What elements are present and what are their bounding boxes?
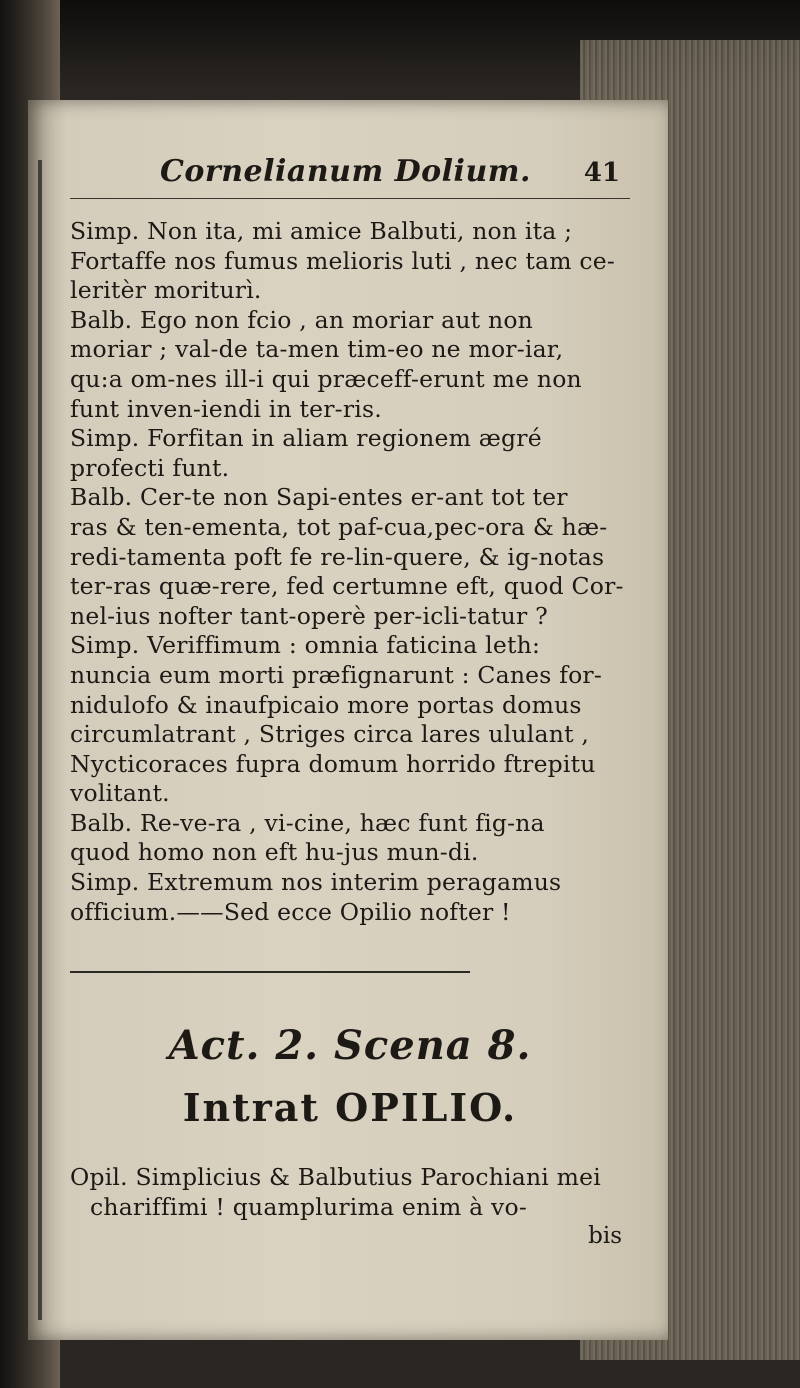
text-line: chariffimi ! quamplurima enim à vo-	[90, 1192, 527, 1221]
text-line: Simp. Forfitan in aliam regionem ægré	[70, 424, 542, 453]
text-line: Nycticoraces fupra domum horrido ftrepitu	[70, 749, 596, 778]
text-block	[70, 150, 630, 1250]
page-number: 41	[583, 158, 620, 188]
text-line: ras & ten-ementa, tot paf-cua,pec-ora & hæ-	[70, 512, 608, 541]
text-line: Balb. Ego non fcio , an moriar aut non	[70, 305, 534, 334]
text-line: Fortaffe nos fumus melioris luti , nec tam ce-	[70, 246, 615, 275]
text-line: Opil. Simplicius & Balbutius Parochiani mei	[70, 1163, 601, 1192]
text-line: circumlatrant , Striges circa lares ululant ,	[70, 720, 590, 749]
text-line: qu:a om-nes ill-i qui præceff-erunt me non	[70, 364, 582, 393]
text-line: redi-tamenta poft fe re-lin-quere, & ig-notas	[70, 542, 605, 571]
text-line: Balb. Cer-te non Sapi-entes er-ant tot ter	[70, 483, 568, 512]
stage-direction: Intrat OPILIO.	[182, 1085, 518, 1131]
text-line: ter-ras quæ-rere, fed certumne eft, quod Cor-	[70, 572, 624, 601]
text-line: nel-ius nofter tant-operè per-icli-tatur ?	[70, 601, 548, 630]
text-line: profecti funt.	[70, 453, 230, 482]
margin-shadow	[38, 160, 42, 1320]
text-line: nidulofo & inaufpicaio more portas domus	[70, 690, 582, 719]
running-header	[70, 150, 630, 199]
text-line: moriar ; val-de ta-men tim-eo ne mor-iar,	[70, 335, 564, 364]
dialogue-text	[70, 217, 630, 927]
text-line: officium.——Sed ecce Opilio nofter !	[70, 897, 511, 926]
text-line: leritèr moriturì.	[70, 276, 262, 305]
catchword: bis	[588, 1223, 622, 1250]
text-line: funt inven-iendi in ter-ris.	[70, 394, 382, 423]
text-line: nuncia eum morti præfignarunt : Canes for-	[70, 660, 603, 689]
scene-heading: Act. 2. Scena 8.	[168, 1022, 532, 1070]
text-line: Simp. Non ita, mi amice Balbuti, non ita ;	[70, 217, 573, 245]
text-line: volitant.	[70, 779, 170, 808]
section-divider	[70, 971, 470, 973]
text-line: Balb. Re-ve-ra , vi-cine, hæc funt fig-na	[70, 808, 545, 837]
book-page	[28, 100, 668, 1340]
text-line: Simp. Extremum nos interim peragamus	[70, 868, 562, 897]
header-title: Cornelianum Dolium.	[160, 154, 531, 189]
speech-block	[70, 1163, 630, 1250]
text-line: Simp. Veriffimum : omnia faticina leth:	[70, 631, 541, 660]
text-line: quod homo non eft hu-jus mun-di.	[70, 838, 479, 867]
